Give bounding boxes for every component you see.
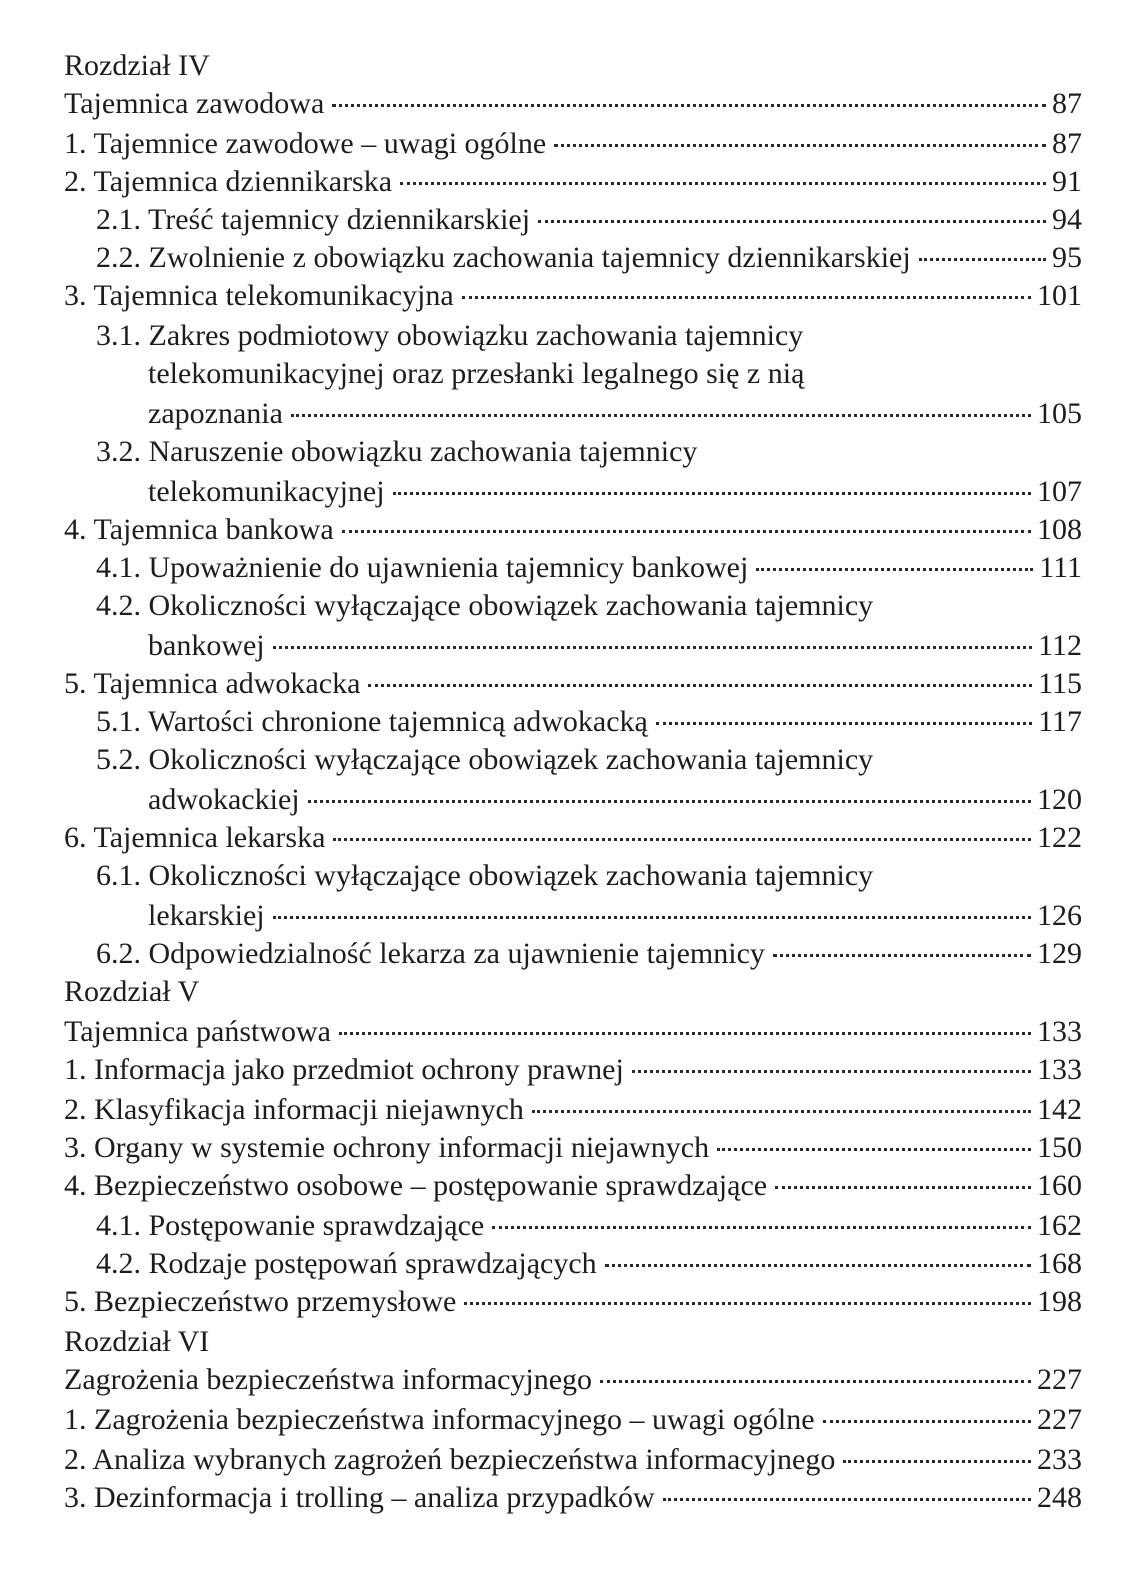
- page-number: 115: [1038, 667, 1082, 700]
- toc-entry-title: 3. Tajemnica telekomunikacyjna: [64, 279, 454, 312]
- page-number: 94: [1052, 203, 1082, 236]
- toc-entry-title: 2. Tajemnica dziennikarska: [64, 165, 393, 198]
- page-number: 111: [1039, 551, 1082, 584]
- dot-leader: [368, 684, 1032, 687]
- toc-entry: [96, 702, 1082, 742]
- toc-entry: [96, 740, 873, 780]
- toc-entry-title: 1. Tajemnice zawodowe – uwagi ogólne: [64, 127, 547, 160]
- toc-entry: [96, 548, 1082, 588]
- toc-entry: [64, 1128, 1082, 1168]
- toc-entry: [148, 626, 1082, 666]
- toc-entry-title: 6. Tajemnica lekarska: [64, 821, 326, 854]
- toc-entry-title: telekomunikacyjnej oraz przesłanki legalnego się z nią: [148, 357, 805, 390]
- page-number: 108: [1037, 513, 1082, 546]
- dot-leader: [332, 104, 1046, 107]
- dot-leader: [464, 1302, 1031, 1305]
- toc-entry-title: 4. Bezpieczeństwo osobowe – postępowanie sprawdzające: [64, 1169, 768, 1202]
- page-number: 142: [1037, 1093, 1082, 1126]
- toc-entry-title: 4.2. Rodzaje postępowań sprawdzających: [96, 1247, 597, 1280]
- dot-leader: [756, 568, 1033, 571]
- dot-leader: [339, 1032, 1031, 1035]
- dot-leader: [605, 1264, 1031, 1267]
- dot-leader: [554, 144, 1046, 147]
- page-number: 87: [1052, 127, 1082, 160]
- chapter-heading: [64, 1322, 209, 1362]
- page-number: 198: [1037, 1285, 1082, 1318]
- toc-entry: [64, 124, 1082, 164]
- page-number: 133: [1037, 1053, 1082, 1086]
- toc-entry: [96, 586, 873, 626]
- chapter-heading: [64, 972, 199, 1012]
- dot-leader: [663, 1498, 1031, 1501]
- dot-leader: [717, 1148, 1031, 1151]
- toc-entry-title: 2.2. Zwolnienie z obowiązku zachowania tajemnicy dziennikarskiej: [96, 241, 911, 274]
- dot-leader: [492, 1226, 1031, 1229]
- toc-entry-title: 1. Informacja jako przedmiot ochrony prawnej: [64, 1053, 624, 1086]
- toc-entry-title: telekomunikacyjnej: [148, 475, 385, 508]
- toc-entry: [64, 1012, 1082, 1052]
- page-number: 162: [1037, 1209, 1082, 1242]
- toc-entry: [64, 1166, 1082, 1206]
- toc-entry: [148, 896, 1082, 936]
- toc-entry: [64, 1050, 1082, 1090]
- toc-entry-title: Tajemnica państwowa: [64, 1015, 331, 1048]
- dot-leader: [632, 1070, 1031, 1073]
- toc-entry-title: 4.2. Okoliczności wyłączające obowiązek zachowania tajemnicy: [96, 589, 874, 622]
- toc-entry: [96, 316, 803, 356]
- toc-entry: [96, 1244, 1082, 1284]
- toc-entry: [64, 1090, 1082, 1130]
- toc-entry: [64, 664, 1082, 704]
- toc-entry-title: 6.2. Odpowiedzialność lekarza za ujawnienie tajemnicy: [96, 937, 765, 970]
- toc-entry: [96, 238, 1082, 278]
- toc-entry-title: 5. Bezpieczeństwo przemysłowe: [64, 1285, 457, 1318]
- toc-entry: [64, 276, 1082, 316]
- toc-entry: [64, 510, 1082, 550]
- dot-leader: [342, 530, 1031, 533]
- toc-entry-title: lekarskiej: [148, 899, 265, 932]
- page-number: 95: [1052, 241, 1082, 274]
- dot-leader: [308, 800, 1031, 803]
- toc-entry-title: 4.1. Postępowanie sprawdzające: [96, 1209, 485, 1242]
- toc-entry-title: 3. Organy w systemie ochrony informacji niejawnych: [64, 1131, 710, 1164]
- toc-entry-title: 1. Zagrożenia bezpieczeństwa informacyjnego – uwagi ogólne: [64, 1403, 815, 1436]
- toc-entry-title: 3.1. Zakres podmiotowy obowiązku zachowania tajemnicy: [96, 319, 804, 352]
- page-number: 112: [1038, 629, 1082, 662]
- toc-entry-title: 4.1. Upoważnienie do ujawnienia tajemnicy bankowej: [96, 551, 749, 584]
- dot-leader: [532, 1110, 1031, 1113]
- page-number: 168: [1037, 1247, 1082, 1280]
- toc-entry-title: Rozdział IV: [64, 49, 210, 82]
- toc-entry-title: 5. Tajemnica adwokacka: [64, 667, 361, 700]
- page-number: 120: [1037, 783, 1082, 816]
- dot-leader: [273, 916, 1031, 919]
- toc-entry-title: 2. Analiza wybranych zagrożeń bezpieczeństwa informacyjnego: [64, 1443, 836, 1476]
- page-number: 122: [1037, 821, 1082, 854]
- toc-entry-title: 2. Klasyfikacja informacji niejawnych: [64, 1093, 524, 1126]
- dot-leader: [400, 182, 1046, 185]
- dot-leader: [333, 838, 1031, 841]
- toc-entry-title: 3.2. Naruszenie obowiązku zachowania tajemnicy: [96, 435, 698, 468]
- toc-entry-title: Rozdział V: [64, 975, 200, 1008]
- dot-leader: [773, 954, 1031, 957]
- toc-entry: [96, 200, 1082, 240]
- toc-entry: [64, 818, 1082, 858]
- page-number: 133: [1037, 1015, 1082, 1048]
- page-number: 101: [1037, 279, 1082, 312]
- page-number: 227: [1037, 1363, 1082, 1396]
- dot-leader: [775, 1186, 1031, 1189]
- toc-entry-title: 5.2. Okoliczności wyłączające obowiązek zachowania tajemnicy: [96, 743, 874, 776]
- toc-entry: [64, 1360, 1082, 1400]
- toc-entry-title: Zagrożenia bezpieczeństwa informacyjnego: [64, 1363, 593, 1396]
- page-number: 227: [1037, 1403, 1082, 1436]
- toc-entry: [96, 856, 873, 896]
- page-number: 126: [1037, 899, 1082, 932]
- toc-entry: [64, 162, 1082, 202]
- page-number: 117: [1038, 705, 1082, 738]
- toc-entry: [148, 354, 804, 394]
- toc-entry: [96, 934, 1082, 974]
- dot-leader: [919, 258, 1046, 261]
- toc-entry: [64, 1400, 1082, 1440]
- dot-leader: [656, 722, 1032, 725]
- toc-entry-title: 2.1. Treść tajemnicy dziennikarskiej: [96, 203, 531, 236]
- toc-entry: [148, 780, 1082, 820]
- page-number: 233: [1037, 1443, 1082, 1476]
- page-number: 160: [1037, 1169, 1082, 1202]
- toc-entry-title: Tajemnica zawodowa: [64, 87, 325, 120]
- toc-entry-title: zapoznania: [148, 397, 283, 430]
- dot-leader: [600, 1380, 1031, 1383]
- page-number: 107: [1037, 475, 1082, 508]
- dot-leader: [538, 220, 1046, 223]
- toc-entry-title: adwokackiej: [148, 783, 300, 816]
- toc-entry: [64, 84, 1082, 124]
- toc-entry-title: bankowej: [148, 629, 265, 662]
- toc-entry-title: Rozdział VI: [64, 1325, 210, 1358]
- toc-entry-title: 6.1. Okoliczności wyłączające obowiązek zachowania tajemnicy: [96, 859, 874, 892]
- dot-leader: [393, 492, 1031, 495]
- toc-entry: [64, 1282, 1082, 1322]
- toc-entry: [148, 394, 1082, 434]
- dot-leader: [823, 1420, 1031, 1423]
- toc-entry: [96, 432, 697, 472]
- page-number: 248: [1037, 1481, 1082, 1514]
- page-number: 150: [1037, 1131, 1082, 1164]
- page-number: 87: [1052, 87, 1082, 120]
- dot-leader: [291, 414, 1031, 417]
- page-number: 129: [1037, 937, 1082, 970]
- page-number: 91: [1052, 165, 1082, 198]
- dot-leader: [462, 296, 1031, 299]
- toc-entry: [148, 472, 1082, 512]
- dot-leader: [843, 1460, 1031, 1463]
- toc-entry-title: 5.1. Wartości chronione tajemnicą adwokacką: [96, 705, 648, 738]
- dot-leader: [273, 646, 1032, 649]
- toc-entry-title: 3. Dezinformacja i trolling – analiza przypadków: [64, 1481, 655, 1514]
- toc-entry: [96, 1206, 1082, 1246]
- page-number: 105: [1037, 397, 1082, 430]
- toc-entry: [64, 1478, 1082, 1518]
- toc-entry-title: 4. Tajemnica bankowa: [64, 513, 334, 546]
- chapter-heading: [64, 46, 210, 86]
- toc-entry: [64, 1440, 1082, 1480]
